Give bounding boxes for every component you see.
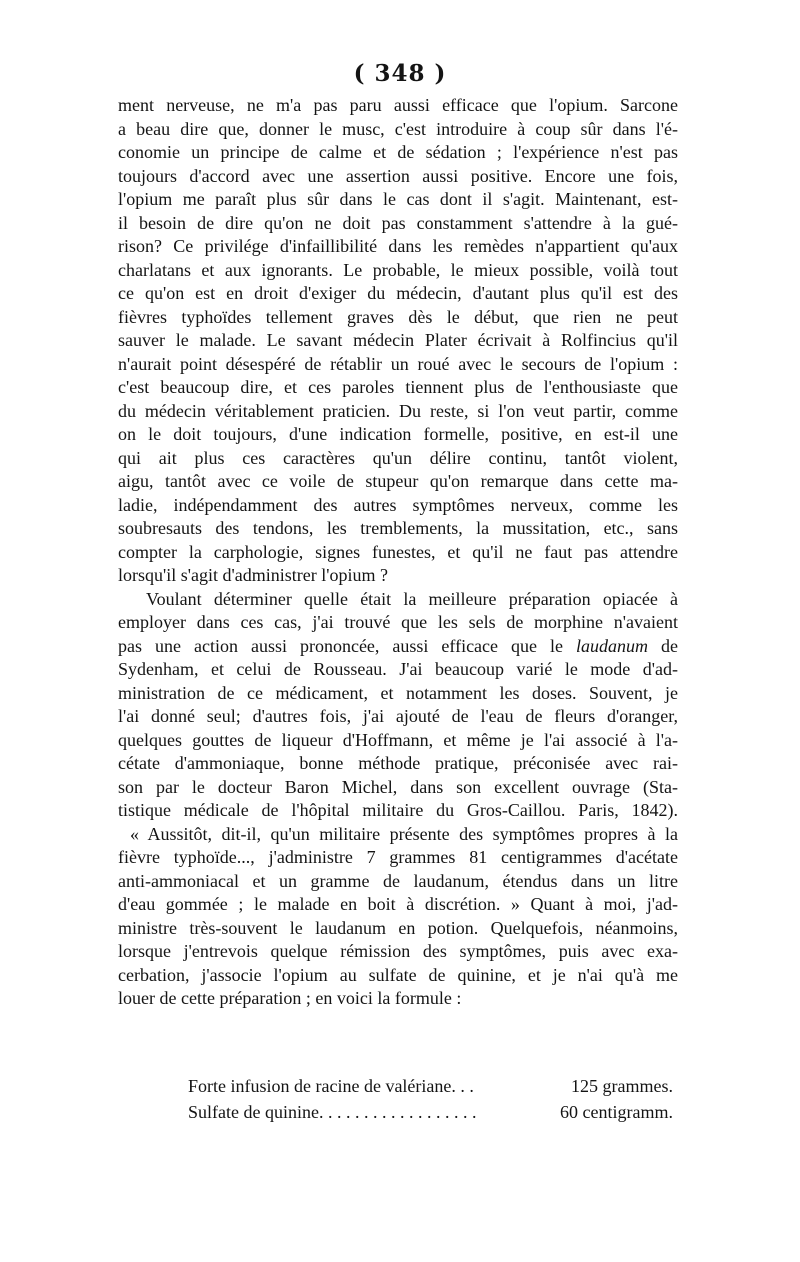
text-line: Sydenham, et celui de Rousseau. J'ai beaucoup varié le mode d'ad- xyxy=(118,659,678,679)
paragraph-start-line: Voulant déterminer quelle était la meilleure préparation opiacée à xyxy=(146,588,678,609)
text-line: aigu, tantôt avec ce voile de stupeur qu'on remarque dans cette ma- xyxy=(118,471,678,491)
text-line: conomie un principe de calme et de sédation ; l'expérience n'est pas xyxy=(118,142,678,162)
text-line: fièvres typhoïdes tellement graves dès le début, que rien ne peut xyxy=(118,306,678,327)
text-line: rison? Ce privilége d'infaillibilité dans les remèdes n'appartient qu'aux xyxy=(118,236,678,256)
text-line: il besoin de dire qu'on ne doit pas constamment s'attendre à la gué- xyxy=(118,212,678,233)
text-line: tistique médicale de l'hôpital militaire du Gros-Caillou. Paris, 1842). xyxy=(118,800,678,820)
quote-start-line: « Aussitôt, dit-il, qu'un militaire présente des symptômes propres à la xyxy=(130,823,678,844)
text-line: louer de cette préparation ; en voici la formule : xyxy=(118,988,462,1008)
body-text xyxy=(118,94,678,1011)
text-line: charlatans et aux ignorants. Le probable, le mieux possible, voilà tout xyxy=(118,259,678,280)
text-line: son par le docteur Baron Michel, dans son excellent ouvrage (Sta- xyxy=(118,776,678,797)
recipe-ingredient: Sulfate de quinine. . . . . . . . . . . . . . . . . . xyxy=(188,1102,477,1122)
recipe-ingredient: Forte infusion de racine de valériane. . . xyxy=(188,1076,474,1096)
text-line: fièvre typhoïde..., j'administre 7 grammes 81 centigrammes d'acétate xyxy=(118,847,678,867)
recipe-line xyxy=(188,1100,673,1124)
recipe-line xyxy=(188,1074,673,1098)
text-line: ministration de ce médicament, et notamment les doses. Souvent, je xyxy=(118,682,678,703)
text-line: qui ait plus ces caractères qu'un délire continu, tantôt violent, xyxy=(118,447,678,468)
text-line-with-italic: pas une action aussi prononcée, aussi efficace que le laudanum de xyxy=(118,635,679,656)
page-number: ( 348 ) xyxy=(353,60,447,87)
text-line: anti-ammoniacal et un gramme de laudanum, étendus dans un litre xyxy=(118,870,678,891)
recipe-quantity: 125 grammes. xyxy=(571,1076,673,1096)
text-line: ladie, indépendamment des autres symptômes nerveux, comme les xyxy=(118,494,678,515)
text-line: lorsque j'entrevois quelque rémission des symptômes, puis avec exa- xyxy=(118,941,678,961)
italic-term: laudanum xyxy=(576,635,649,656)
text-line: ce qu'on est en droit d'exiger du médecin, d'autant plus qu'il est des xyxy=(118,283,678,303)
text-line: ministre très-souvent le laudanum en potion. Quelquefois, néanmoins, xyxy=(118,917,678,938)
text-line: c'est beaucoup dire, et ces paroles tiennent plus de l'enthousiaste que xyxy=(118,377,678,397)
text-line: sauver le malade. Le savant médecin Plater écrivait à Rolfincius qu'il xyxy=(118,330,678,350)
text-line: a beau dire que, donner le musc, c'est introduire à coup sûr dans l'é- xyxy=(118,118,678,139)
text-line: n'aurait point désespéré de rétablir un roué avec le secours de l'opium : xyxy=(118,353,678,374)
text-line: toujours d'accord avec une assertion aussi positive. Encore une fois, xyxy=(118,165,678,186)
text-line: l'opium me paraît plus sûr dans le cas dont il s'agit. Maintenant, est- xyxy=(118,189,678,209)
text-line: quelques gouttes de liqueur d'Hoffmann, et même je l'ai associé à l'a- xyxy=(118,729,678,750)
text-line: d'eau gommée ; le malade en boit à discrétion. » Quant à moi, j'ad- xyxy=(118,894,678,914)
recipe-quantity: 60 centigramm. xyxy=(560,1102,673,1122)
text-line: lorsqu'il s'agit d'administrer l'opium ? xyxy=(118,565,388,585)
text-line: on le doit toujours, d'une indication formelle, positive, en est-il une xyxy=(118,424,678,444)
text-line: soubresauts des tendons, les tremblements, la mussitation, etc., sans xyxy=(118,518,678,538)
text-line: cerbation, j'associe l'opium au sulfate de quinine, et je n'ai qu'à me xyxy=(118,964,678,985)
text-line: l'ai donné seul; d'autres fois, j'ai ajouté de l'eau de fleurs d'oranger, xyxy=(118,706,678,726)
text-line: compter la carphologie, signes funestes, et qu'il ne faut pas attendre xyxy=(118,541,678,562)
text-line: du médecin véritablement praticien. Du reste, si l'on veut partir, comme xyxy=(118,400,678,421)
text-line: cétate d'ammoniaque, bonne méthode pratique, préconisée avec rai- xyxy=(118,753,678,773)
text-line: ment nerveuse, ne m'a pas paru aussi efficace que l'opium. Sarcone xyxy=(118,95,678,115)
text-line: employer dans ces cas, j'ai trouvé que les sels de morphine n'avaient xyxy=(118,612,678,632)
